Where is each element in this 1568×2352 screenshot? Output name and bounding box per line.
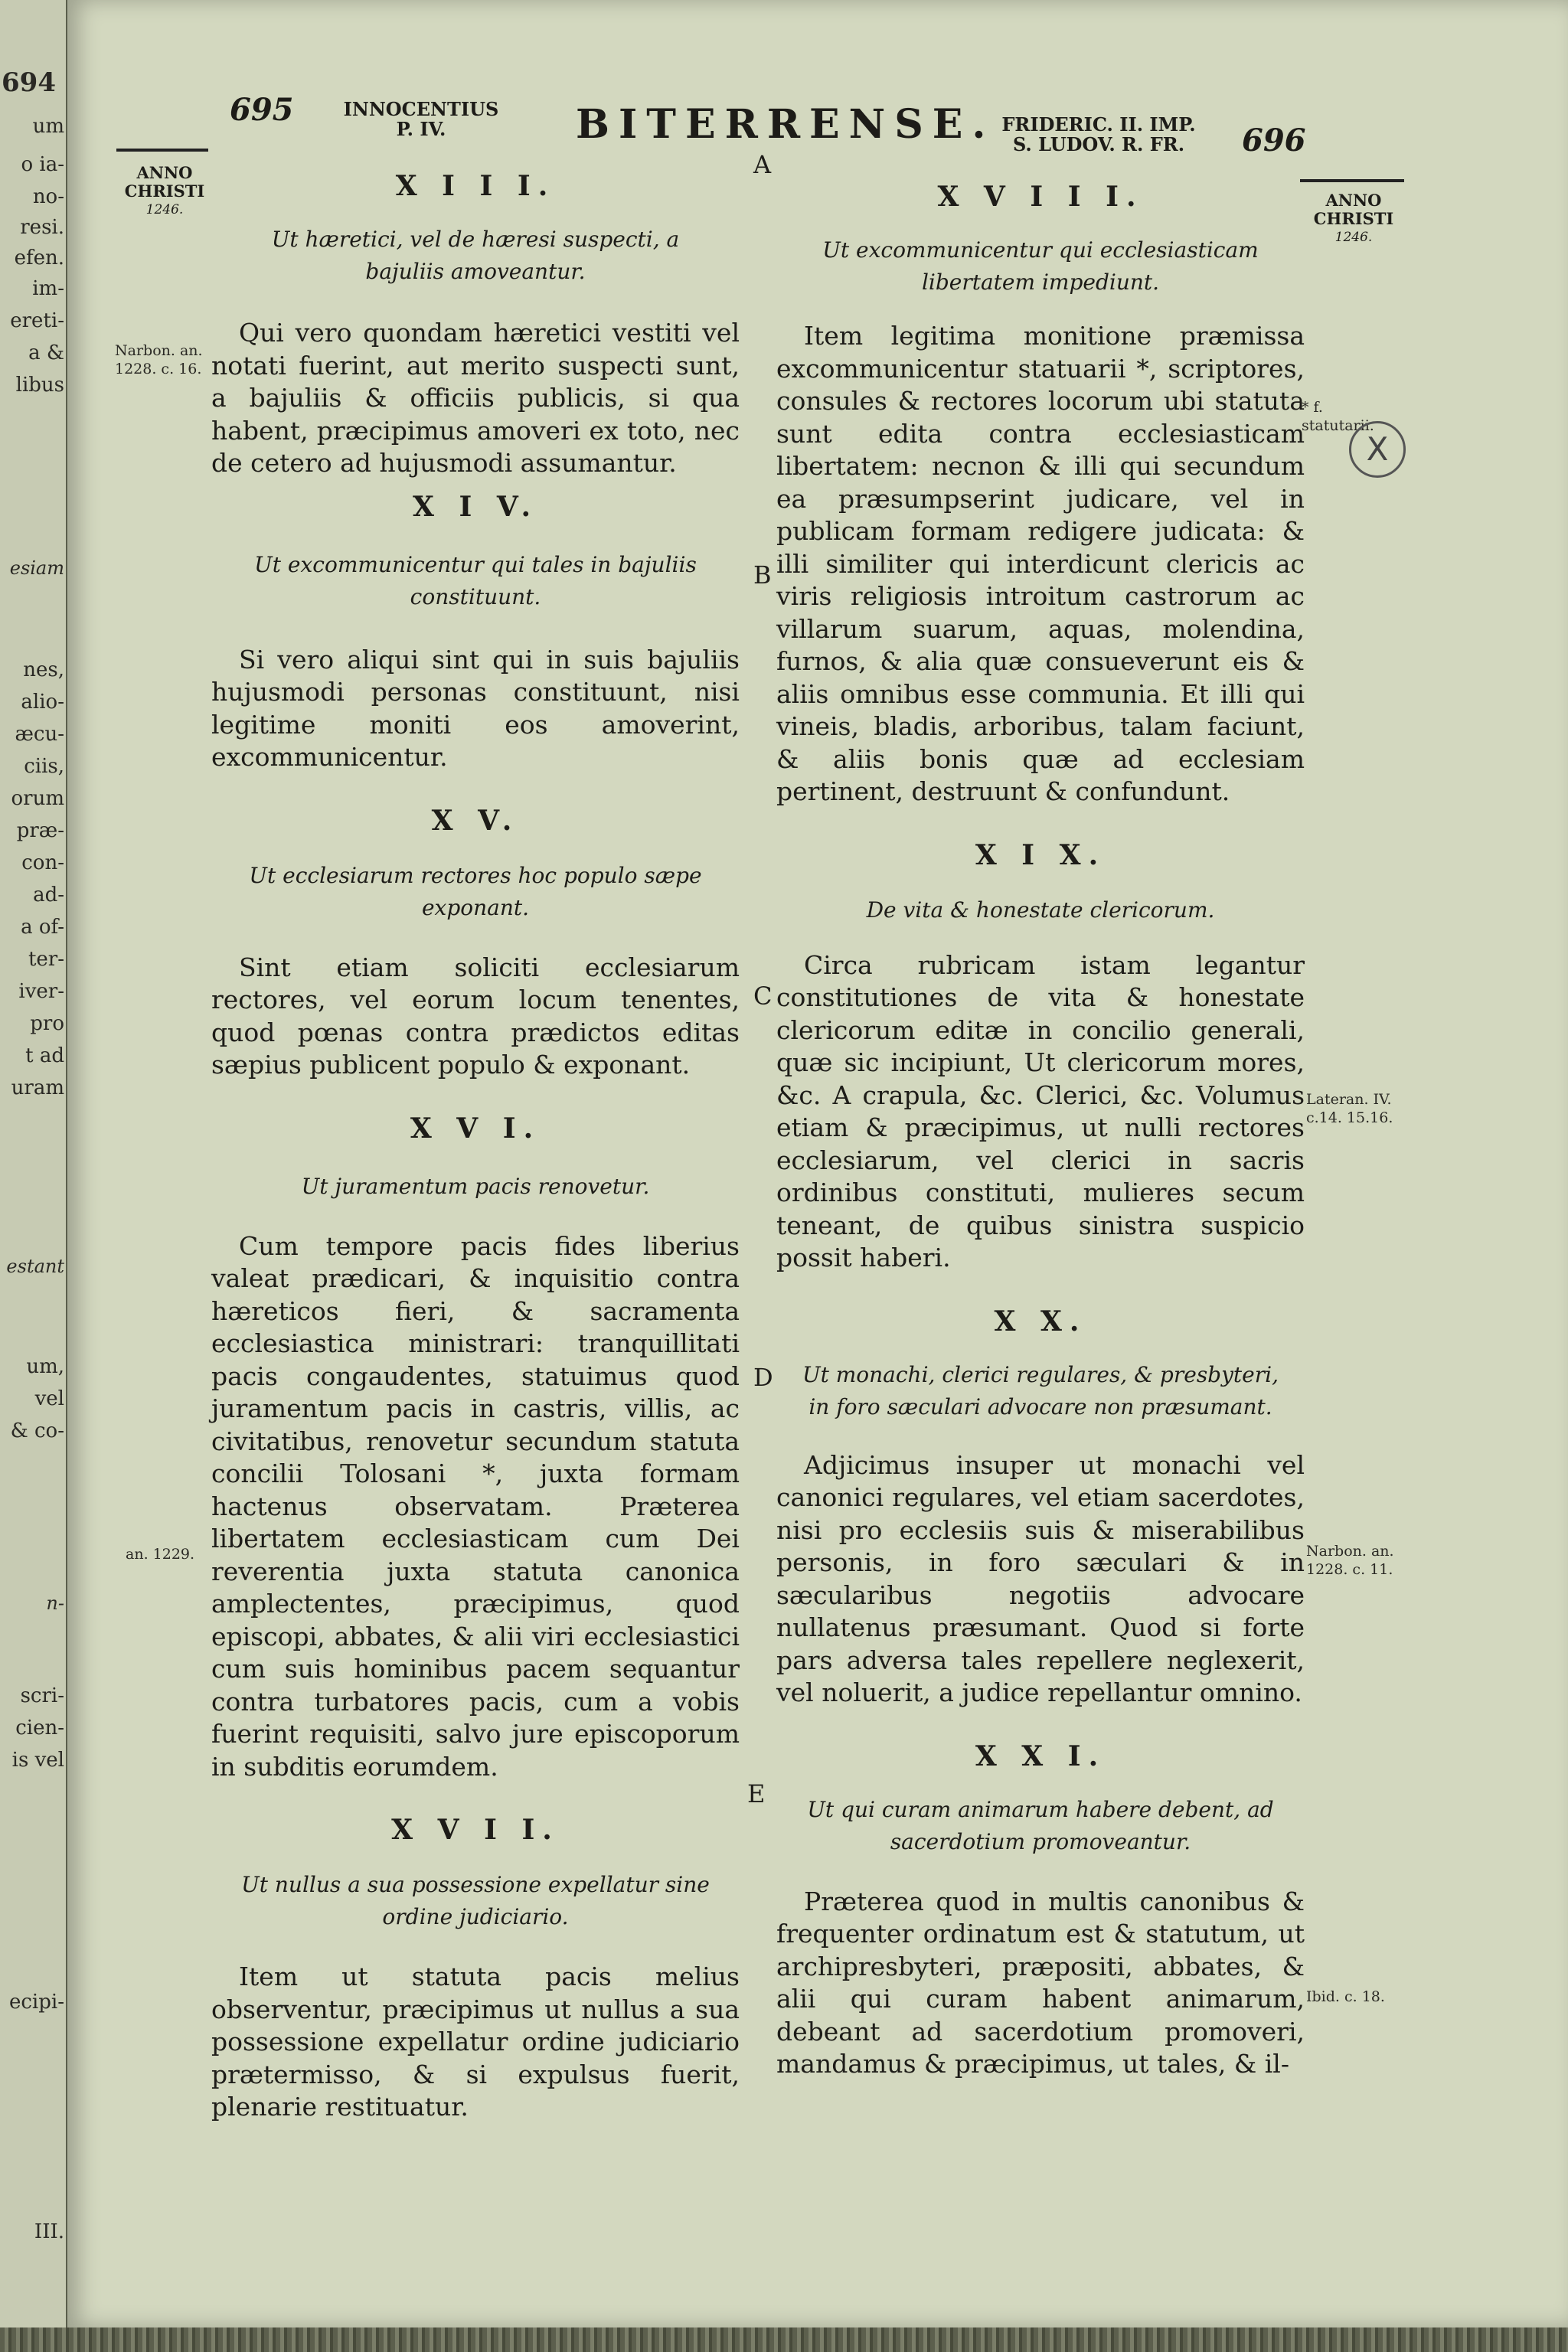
previous-page-fragment: nes, — [23, 658, 64, 681]
anno-label: ANNO — [1325, 191, 1382, 210]
previous-page-fragment: III. — [34, 2220, 64, 2243]
chapter-xviii — [776, 181, 1305, 808]
chapter-xiii — [211, 170, 740, 480]
section-letter-e: E — [747, 1779, 766, 1808]
previous-page-fragment: alio- — [21, 691, 64, 714]
right-page-number: 696 — [1242, 122, 1306, 158]
chapter-xiv — [211, 491, 740, 774]
previous-page-fragment: pro — [30, 1012, 64, 1035]
right-running-line-1: FRIDERIC. II. IMP. — [1001, 113, 1196, 136]
christi-label: CHRISTI — [1313, 209, 1394, 228]
chapter-text: Sint etiam soliciti ecclesiarum rectores, vel eorum locum tenentes, quod pœnas contra prædictos editas sæpius publicent populo & exponant. — [211, 952, 740, 1080]
previous-page-fragment: uram — [11, 1076, 64, 1099]
anno-year: 1246. — [145, 202, 184, 217]
chapter-rubric: Ut monachi, clerici regulares, & presbyteri, in foro sæculari advocare non præsumant. — [802, 1361, 1279, 1419]
previous-page-fragment: orum — [11, 787, 64, 810]
chapter-rubric: Ut ecclesiarum rectores hoc populo sæpe exponant. — [249, 862, 702, 920]
right-running-head — [988, 115, 1210, 155]
right-anno-rule — [1300, 179, 1404, 182]
previous-page-fragment: n- — [46, 1592, 64, 1614]
right-column — [776, 181, 1305, 2081]
previous-page-fragment: a of- — [21, 916, 64, 939]
chapter-number: X X I. — [975, 1740, 1106, 1772]
previous-page-edge — [0, 0, 68, 2328]
left-running-line-1: INNOCENTIUS — [343, 98, 499, 120]
previous-page-fragment: ecipi- — [8, 1991, 64, 2014]
previous-page-fragment: æcu- — [15, 723, 64, 746]
chapter-text: Adjicimus insuper ut monachi vel canonici regulares, vel etiam sacerdotes, nisi pro ecclesiis suis & miserabilibus personis, in foro sæculari & in sæcularibus negotiis advocare nullatenus præsumant. Quod si forte pars adversa tales repellere neglexerit, vel noluerit, a judice repellantur omnino. — [776, 1449, 1305, 1707]
previous-page-fragment: im- — [32, 277, 64, 300]
previous-page-fragment: esiam — [9, 557, 64, 579]
previous-page-fragment: 694 — [2, 67, 56, 98]
previous-page-fragment: & co- — [10, 1419, 64, 1442]
previous-page-fragment: um, — [26, 1355, 64, 1378]
section-letter-c: C — [753, 982, 773, 1011]
library-stamp-mark: X — [1349, 421, 1406, 478]
previous-page-fragment: præ- — [16, 819, 64, 842]
chapter-text: Circa rubricam istam legantur constitutiones de vita & honestate clericorum editæ in concilio generali, quæ sic incipiunt, Ut clericorum mores, &c. A crapula, &c. Clerici, &c. Volumus etiam & præcipimus, ut nulli rectores ecclesiarum, vel clerici in sacris ordinibus constituti, mulieres secum teneant, de quibus sinistra suspicio possit haberi. — [776, 949, 1305, 1272]
chapter-text: Item ut statuta pacis melius observentur, præcipimus ut nullus a sua possessione expellatur ordine judiciario prætermisso, & si expulsus fuerit, plenarie restituatur. — [211, 1962, 740, 2122]
chapter-number: X V I I. — [391, 1814, 560, 1846]
previous-page-fragment: scri- — [20, 1684, 64, 1707]
chapter-text: Cum tempore pacis fides liberius valeat prædicari, & inquisitio contra hæreticos fieri, & sacramenta ecclesiastica ministrari: tranquillitati pacis congaudentes, statuimus quod juramentum pacis in castris, villis, ac civitatibus, renovetur secundum statuta concilii Tolosani *, juxta formam hactenus observatam. Præterea libertatem ecclesiasticam cum Dei reverentia juxta statuta canonica amplectentes, præcipimus, quod episcopi, abbates, & alii viri ecclesiastici cum suis hominibus pacem sequantur contra turbatores pacis, cum a vobis fuerint requisiti, salvo jure episcoporum in subditis eorumdem. — [211, 1230, 740, 1782]
anno-label: ANNO — [136, 163, 193, 182]
margin-note-ibid: Ibid. c. 18. — [1306, 1988, 1385, 2005]
anno-year: 1246. — [1334, 230, 1373, 245]
previous-page-fragment: um — [32, 115, 64, 138]
previous-page-fragment: no- — [32, 185, 64, 208]
chapter-rubric: Ut hæretici, vel de hæresi suspecti, a bajuliis amoveantur. — [271, 227, 680, 284]
book-edge-strip — [0, 2328, 1568, 2352]
previous-page-fragment: efen. — [14, 247, 64, 270]
margin-note-statutarii: * f. statutarii. — [1302, 399, 1374, 434]
chapter-text: Præterea quod in multis canonibus & frequenter ordinatum est & statutum, ut archipresbyteri, præpositi, abbates, & alii qui curam habent animarum, debeant ad sacerdotium promoveri, mandamus & præcipimus, ut tales, & il- — [776, 1886, 1305, 2079]
previous-page-fragment: t ad — [25, 1044, 64, 1067]
section-letter-b: B — [753, 560, 772, 590]
chapter-rubric: Ut excommunicentur qui ecclesiasticam libertatem impediunt. — [822, 237, 1259, 295]
previous-page-fragment: vel — [34, 1387, 64, 1410]
previous-page-fragment: iver- — [18, 980, 64, 1003]
margin-note-lateran: Lateran. IV. c.14. 15.16. — [1306, 1091, 1393, 1126]
left-column — [211, 170, 740, 2124]
previous-page-fragment: resi. — [20, 216, 64, 239]
chapter-xxi — [776, 1740, 1305, 2081]
previous-page-fragment: a & — [28, 341, 64, 364]
chapter-rubric: Ut qui curam animarum habere debent, ad sacerdotium promoveantur. — [807, 1796, 1274, 1854]
left-running-line-2: P. IV. — [396, 118, 446, 140]
previous-page-fragment: is vel — [11, 1749, 64, 1772]
chapter-xx — [776, 1305, 1305, 1710]
chapter-xvii — [211, 1814, 740, 2124]
section-letter-d: D — [753, 1363, 773, 1392]
chapter-number: X I X. — [975, 838, 1106, 871]
chapter-xv — [211, 805, 740, 1082]
previous-page-fragment: con- — [21, 851, 64, 874]
left-page-number: 695 — [230, 92, 294, 128]
chapter-number: X V. — [431, 804, 520, 837]
margin-note-an-1229: an. 1229. — [126, 1546, 195, 1563]
margin-note-narbon-2: Narbon. an. 1228. c. 11. — [1306, 1543, 1394, 1578]
chapter-text: Qui vero quondam hæretici vestiti vel notati fuerint, aut merito suspecti sunt, a bajuliis & officiis publicis, si qua habent, præcipimus amoveri ex toto, nec de cetero ad hujusmodi assumantur. — [211, 318, 740, 478]
chapter-rubric: Ut juramentum pacis renovetur. — [301, 1173, 650, 1199]
chapter-text: Si vero aliqui sint qui in suis bajuliis hujusmodi personas constituunt, nisi legitime moniti eos amoverint, excommunicentur. — [211, 644, 740, 772]
section-letter-a: A — [753, 150, 772, 179]
chapter-rubric: De vita & honestate clericorum. — [866, 897, 1215, 923]
previous-page-fragment: estant — [6, 1256, 64, 1277]
chapter-text: Item legitima monitione præmissa excommunicentur statuarii *, scriptores, consules & rectores locorum ubi statuta sunt edita contra ecclesiasticam libertatem: necnon & illi qui secundum ea præsumpserint judicare, vel in publicam formam redigere judicata: & illi similiter qui interdicunt clericis ac viris religiosis introitum castrorum ac villarum suarum, aquas, molendina, furnos, & alia quæ consueverunt eis & aliis omnibus esse communia. Et illi qui vineis, bladis, arboribus, talam faciunt, & aliis bonis quæ ad ecclesiam pertinent, destruunt & confundunt. — [776, 321, 1305, 806]
chapter-rubric: Ut excommunicentur qui tales in bajuliis constituunt. — [254, 551, 697, 609]
previous-page-fragment: ter- — [28, 948, 64, 971]
chapter-number: X I I I. — [395, 170, 556, 202]
margin-note-narbon-1: Narbon. an. 1228. c. 16. — [115, 342, 203, 377]
previous-page-fragment: ereti- — [10, 309, 64, 332]
christi-label: CHRISTI — [124, 181, 205, 201]
previous-page-fragment: libus — [15, 374, 64, 397]
right-anno-christi — [1300, 191, 1407, 247]
left-running-head — [337, 100, 505, 139]
left-anno-rule — [116, 149, 208, 152]
chapter-number: X X. — [994, 1305, 1087, 1338]
right-running-line-2: S. LUDOV. R. FR. — [1012, 133, 1185, 155]
left-anno-christi — [115, 164, 214, 219]
previous-page-fragment: ciis, — [24, 755, 64, 778]
chapter-xix — [776, 839, 1305, 1275]
chapter-xvi — [211, 1112, 740, 1784]
previous-page-fragment: o ia- — [21, 153, 64, 176]
page-title: BITERRENSE. — [576, 101, 995, 148]
previous-page-fragment: cien- — [15, 1717, 64, 1740]
chapter-number: X I V. — [412, 490, 538, 523]
previous-page-fragment: ad- — [33, 884, 64, 906]
chapter-number: X V I. — [410, 1112, 541, 1145]
chapter-rubric: Ut nullus a sua possessione expellatur sine ordine judiciario. — [241, 1872, 710, 1929]
chapter-number: X V I I I. — [937, 181, 1144, 213]
